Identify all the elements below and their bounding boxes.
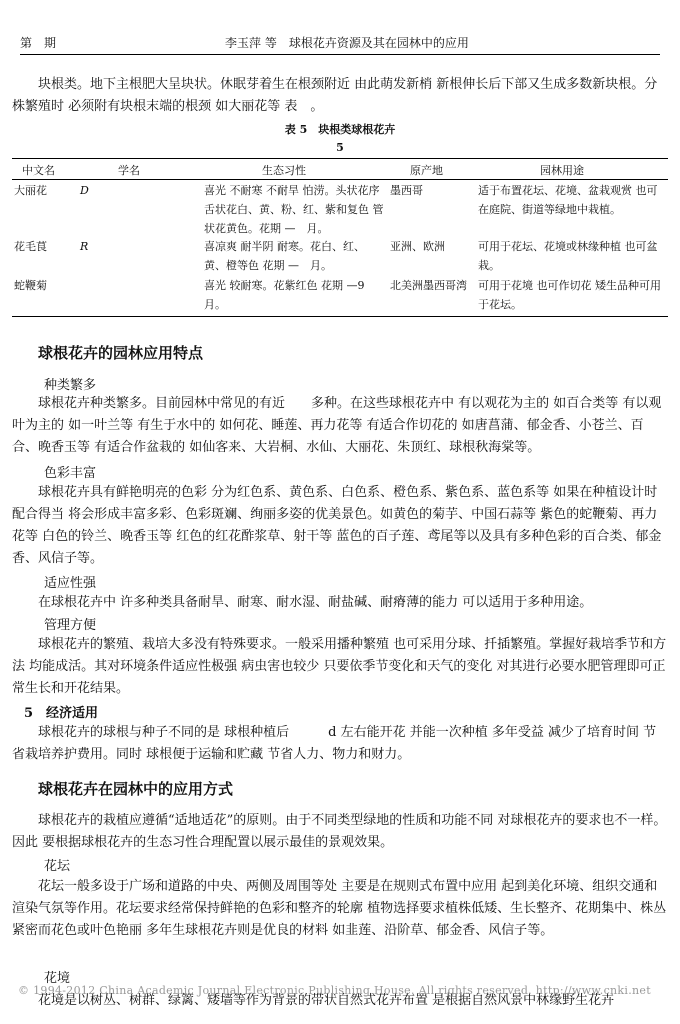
intro-paragraph: 块根类。地下主根肥大呈块状。休眠芽着生在根颈附近 由此萌发新梢 新根伸长后下部又生成多数新块根。分株繁殖时 必须附有块根末端的根颈 如大丽花等 表 。 [12,77,658,114]
subheading-variety: 种类繁多 [44,378,97,393]
copyright-watermark: © 1994-2012 China Academic Journal Electronic Publishing House. All rights reserved. http://www.cnki.net [18,984,651,997]
issue-label: 第 期 [20,36,57,50]
paragraph-economy: 球根花卉的球根与种子不同的是 球根种植后 d 左右能开花 并能一次种植 多年受益 减少了培育时间 节省栽培养护费用。同时 球根便于运输和贮藏 节省人力、物力和财力。 [12,725,657,762]
paragraph-flowerbed: 花坛一般多设于广场和道路的中央、两侧及周围等处 主要是在规则式布置中应用 起到美化环境、组织交通和渲染气氛等作用。花坛要求经常保持鲜艳的色彩和整齐的轮廓 植物选择要求植株低矮、生长整齐、花期集中、株丛紧密而花色或叶色艳丽 多年生球根花卉则是优良的材料 如韭莲、沿阶草、郁金香、风信子等。 [12,879,667,938]
table-bottom-rule [12,316,668,317]
cell-origin: 墨西哥 [390,184,423,197]
col-header-use: 园林用途 [540,164,584,177]
section-heading-features: 球根花卉的园林应用特点 [38,344,204,362]
subheading-border: 花境 [44,971,71,986]
col-header-name: 中文名 [22,164,55,177]
table-subcaption: 5 [336,141,344,154]
subheading-adaptability: 适应性强 [44,576,97,591]
cell-name: 大丽花 [14,184,47,197]
cell-habit: 喜凉爽 耐半阴 耐寒。花白、红、黄、橙等色 花期 — 月。 [204,240,365,272]
table-top-rule [12,158,668,159]
cell-name: 蛇鞭菊 [14,279,47,292]
cell-origin: 北美洲墨西哥湾 [390,279,467,292]
header-rule [20,54,660,55]
col-header-habit: 生态习性 [262,164,306,177]
cell-origin: 亚洲、欧洲 [390,240,445,253]
cell-name: 花毛茛 [14,240,47,253]
paragraph-applications-intro: 球根花卉的栽植应遵循“适地适花”的原则。由于不同类型绿地的性质和功能不同 对球根花卉的要求也不一样。因此 要根据球根花卉的生态习性合理配置以展示最佳的景观效果。 [12,813,667,850]
subheading-economy: 5 经济适用 [24,706,99,721]
paragraph-adaptability: 在球根花卉中 许多种类具备耐旱、耐寒、耐水湿、耐盐碱、耐瘠薄的能力 可以适用于多种用途。 [12,595,593,610]
cell-use: 可用于花境 也可作切花 矮生品种可用于花坛。 [478,279,661,311]
cell-habit: 喜光 不耐寒 不耐旱 怕涝。头状花序 舌状花白、黄、粉、红、紫和复色 管状花黄色。花期 — 月。 [204,184,384,235]
paragraph-variety: 球根花卉种类繁多。目前园林中常见的有近 多种。在这些球根花卉中 有以观花为主的 如百合类等 有以观叶为主的 如一叶兰等 有生于水中的 如何花、睡莲、再力花等 有适合作切花的 如唐菖蒲、郁金香、小苍兰、百合、晚香玉等 有适合作盆栽的 如仙客来、大岩桐、水仙、大丽花、朱顶红、球根秋海棠等。 [12,396,662,455]
cell-latin: D [80,184,89,197]
table-caption: 表 5 块根类球根花卉 [284,123,396,136]
section-heading-applications: 球根花卉在园林中的应用方式 [38,780,234,798]
running-title: 李玉萍 等 球根花卉资源及其在园林中的应用 [225,36,469,50]
col-header-latin: 学名 [118,164,140,177]
subheading-color: 色彩丰富 [44,466,97,481]
cell-habit: 喜光 较耐寒。花紫红色 花期 —9 月。 [204,279,376,311]
cell-use: 可用于花坛、花境或林缘种植 也可盆栽。 [478,240,658,272]
cell-latin: R [80,240,89,253]
table-header-rule [12,179,668,180]
col-header-origin: 原产地 [410,164,443,177]
paragraph-color: 球根花卉具有鲜艳明亮的色彩 分为红色系、黄色系、白色系、橙色系、紫色系、蓝色系等 如果在种植设计时配合得当 将会形成丰富多彩、色彩斑斓、绚丽多姿的优美景色。如黄色的菊芋、中国石蒜等 紫色的蛇鞭菊、再力花等 白色的铃兰、晚香玉等 红色的红花酢浆草、射干等 蓝色的百子莲、鸢尾等以及具有多种色彩的百合类、郁金香、风信子等。 [12,485,662,566]
running-header [20,34,660,52]
paragraph-border: 花境是以树丛、树群、绿篱、矮墙等作为背景的带状自然式花卉布置 是根据自然风景中林缘野生花卉 [12,993,615,1008]
paragraph-management: 球根花卉的繁殖、栽培大多没有特殊要求。一般采用播种繁殖 也可采用分球、扦插繁殖。掌握好栽培季节和方法 均能成活。其对环境条件适应性极强 病虫害也较少 只要依季节变化和天气的变化 对其进行必要水肥管理即可正常生长和开花结果。 [12,637,667,696]
subheading-flowerbed: 花坛 [44,859,71,874]
subheading-management: 管理方便 [44,618,97,633]
cell-use: 适于布置花坛、花境、盆栽观赏 也可在庭院、街道等绿地中栽植。 [478,184,658,216]
